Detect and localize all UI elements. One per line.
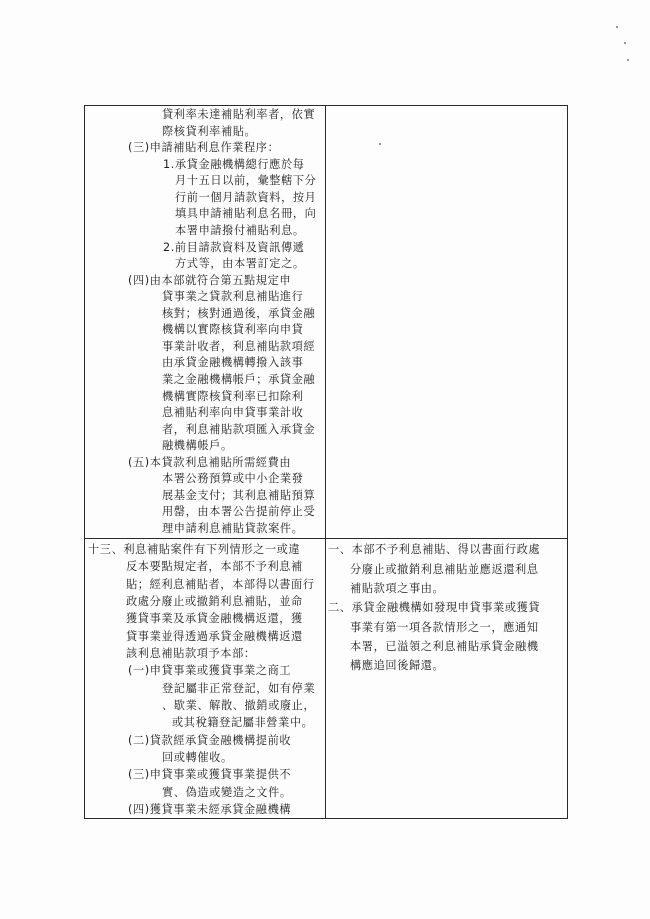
text-line: 由承貸金融機構轉撥入該事 [162,356,304,370]
text-line: (一)申貸事業或獲貸事業之商工 [128,664,292,678]
text-line: 十三、利息補貼案件有下列情形之一或違 [88,543,301,556]
text-line: 核對；核對通過後，承貸金融 [162,306,316,320]
text-line: 本署申請撥付補貼利息。 [175,223,305,237]
text-line: 事業有第一項各款情形之一，應通知 [350,621,539,634]
text-line: (四)獲貸事業未經承貸金融機構 [128,803,292,816]
text-line: 機構以實際核貸利率向申貸 [162,323,304,337]
text-line: 用罄，由本署公告提前停止受 [162,505,316,519]
text-line: 貼；經利息補貼者，本部得以書面行 [126,577,315,591]
text-line: 貸事業之貸款利息補貼進行 [162,290,304,304]
text-line: 機構實際核貸利率已扣除利 [162,389,304,403]
text-line: 業之金融機構帳戶；承貸金融 [162,373,316,386]
text-line: 者，利息補貼款項匯入承貸金 [162,422,316,436]
text-line: 分廢止或撤銷利息補貼並應返還利息 [350,563,539,576]
text-line: 獲貸事業及承貸金融機構返還，獲 [126,612,303,626]
text-line: 本署，已溢領之利息補貼承貸金融機 [350,640,539,653]
text-line: 方式等，由本署訂定之。 [175,257,305,270]
text-line: (三)申貸事業或獲貸事業提供不 [128,768,292,782]
text-line: 2.前目請款資料及資訊傳遞 [163,240,305,254]
text-line: (四)由本部就符合第五點規定申 [128,273,292,287]
text-line: 本署公務預算或中小企業發 [162,472,304,486]
text-line: 貸利率未達補貼利率者，依實 [162,108,316,121]
text-line: 回或轉催收。 [162,751,233,764]
text-line: (五)本貸款利息補貼所需經費由 [128,455,292,469]
text-line: 展基金支付；其利息補貼預算 [162,488,316,502]
text-line: 融機構帳戶。 [162,439,233,453]
text-line: 補貼款項之事由。 [350,582,445,595]
row-divider [85,538,567,539]
text-line: 政處分廢止或撤銷利息補貼，並命 [126,595,303,608]
text-line: 貸事業並得透過承貸金融機構返還 [126,629,303,643]
text-line: 實、偽造或變造之文件。 [162,785,292,799]
text-line: 息補貼利率向申貸事業計收 [162,406,304,420]
text-line: (三)申請補貼利息作業程序： [128,141,280,155]
text-line: 際核貸利率補貼。 [162,124,257,138]
text-line: 二、承貸金融機構如發現申貸事業或獲貸 [328,601,541,614]
column-divider [325,106,326,818]
text-line: 一、本部不予利息補貼、得以書面行政處 [328,543,541,556]
scan-speck [616,26,618,28]
text-line: 登記屬非正常登記，如有停業 [162,681,316,695]
text-line: 填具申請補貼利息名冊，向 [175,207,317,221]
scan-speck [624,42,626,44]
text-line: (二)貸款經承貸金融機構提前收 [128,733,292,747]
scan-speck [627,59,629,61]
text-line: 該利息補貼款項予本部： [126,647,256,660]
text-line: 事業計收者，利息補貼款項經 [162,339,316,353]
text-line: 理申請利息補貼貸款案件。 [162,522,304,535]
text-line: 行前一個月請款資料，按月 [175,190,317,204]
text-line: 構應追回後歸還。 [350,659,445,672]
text-line: 、歇業、解散、撤銷或廢止， [162,699,316,712]
text-line: 或其稅籍登記屬非營業中。 [172,716,314,730]
text-line: 反本要點規定者，本部不予利息補 [126,560,303,574]
text-line: 1.承貸金融機構總行應於每 [163,157,305,171]
text-line: 月十五日以前，彙整轄下分 [175,174,317,188]
